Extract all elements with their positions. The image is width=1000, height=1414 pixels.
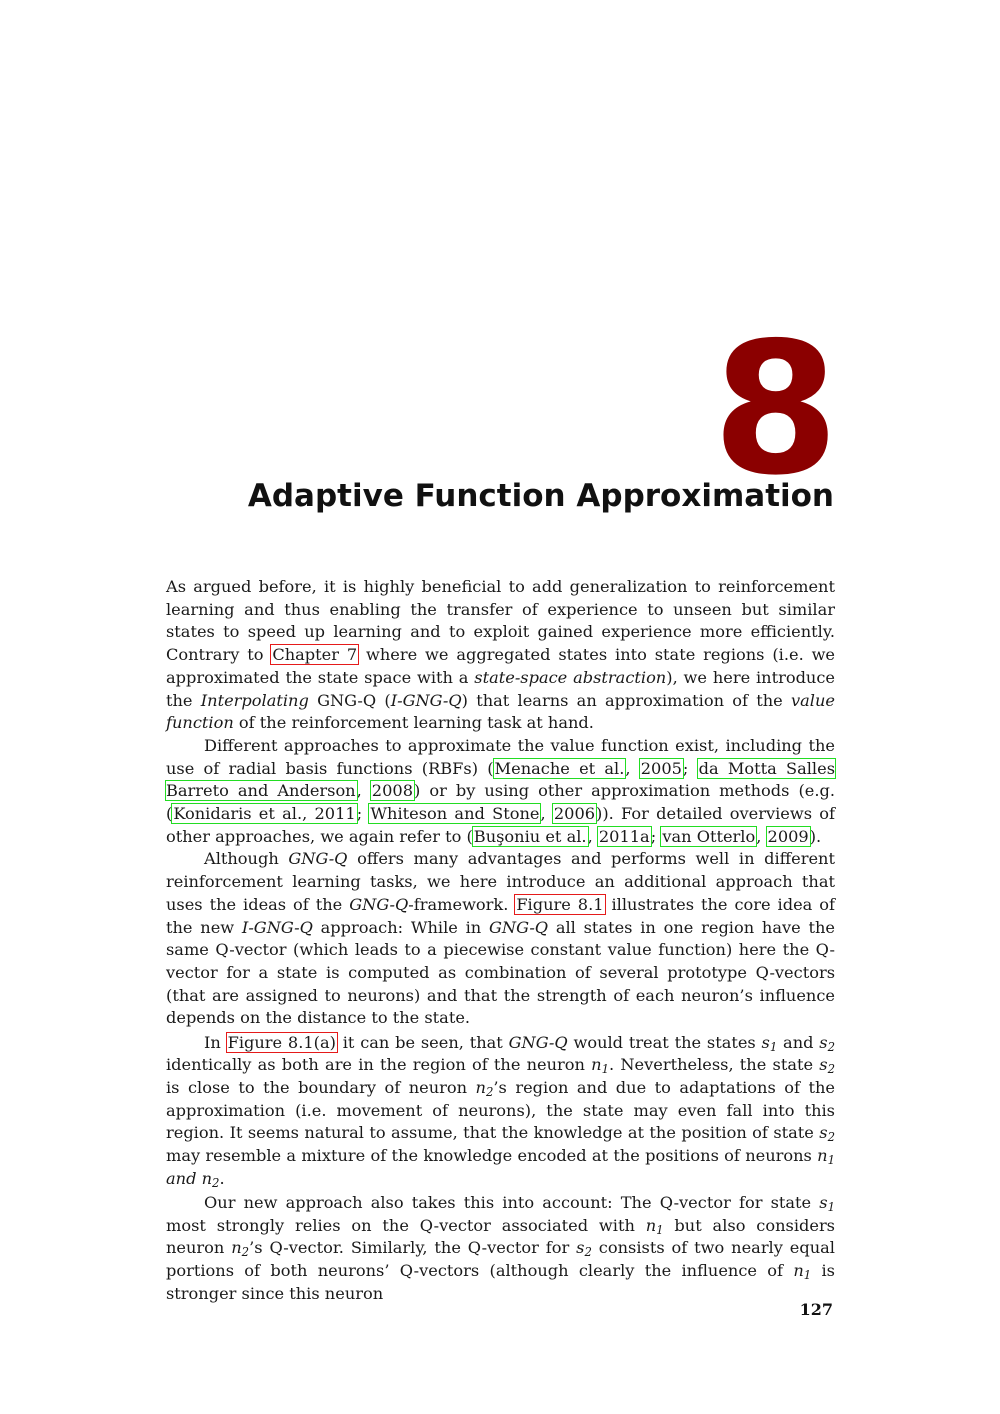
text-run: )). For detailed overviews of other approaches, we again refer to ( [166,804,835,846]
text-run: identically as both are in the region of the neuron [166,1055,592,1075]
text-run: , [625,758,640,778]
math-s1: $s_1$ [761,1032,778,1054]
emphasis: GNG-Q [508,1032,568,1052]
text-run: -framework. [408,894,516,914]
emphasis: GNG-Q [489,917,549,937]
text-run: ) or by using other approximation methods (e.g. ( [166,781,836,824]
text-run: of the reinforcement learning task at hand. [233,713,594,733]
text-run: ), we here introduce the [166,667,836,710]
text-run: but also considers neuron [166,1215,835,1258]
math-n2: $n_2$ [231,1238,250,1260]
math-s2: $s_2$ [819,1055,835,1077]
text-run: is close to the boundary of neuron [166,1077,476,1097]
page-number: 127 [799,1300,833,1319]
text-run: is stronger since this neuron [166,1261,835,1303]
math-n1: $n_1$ [591,1055,610,1077]
text-run: approach: While in [312,917,489,937]
paragraph-4 [166,1032,835,1191]
text-run: ; [650,826,662,846]
math-n1: $n_1$ [645,1215,664,1237]
text-run: In [204,1032,227,1052]
text-run: consists of two nearly equal portions of both neurons’ Q-vectors (although clearly the influence of [166,1238,835,1281]
citation-van-otterlo-year[interactable]: 2009 [767,826,809,846]
text-run: ; [682,758,698,778]
citation-whiteson[interactable]: Whiteson and Stone [370,804,540,824]
text-run: ’s region and due to adaptations of the approximation (i.e. movement of neurons), the state may even fall into this region. It seems natural to assume, that the knowledge at the position of state [166,1077,835,1143]
emphasis: GNG-Q [288,849,348,869]
text-run: may resemble a mixture of the knowledge encoded at the positions of neurons [166,1146,818,1166]
citation-whiteson-year[interactable]: 2006 [553,804,596,824]
text-run: offers many advantages and performs well in different reinforcement learning tasks, we here introduce an additional approach that uses the ideas of the [166,849,835,914]
text-run: illustrates the core idea of the new [166,894,836,937]
text-run: , [587,826,598,846]
emphasis: and [166,1168,197,1188]
math-s2: $s_2$ [819,1123,835,1145]
text-run: ’s Q-vector. Similarly, the Q-vector for [249,1238,577,1258]
text-run: most strongly relies on the Q-vector associated with [166,1215,646,1235]
emphasis: Interpolating [200,690,309,710]
paragraph-3 [166,848,835,1030]
text-run: where we aggregated states into state regions (i.e. we approximated the state space with a [166,645,836,687]
citation-konidaris[interactable]: Konidaris et al., 2011 [173,804,356,824]
text-run: Different approaches to approximate the value function exist, including the use of radial basis functions (RBFs) ( [166,735,835,778]
link-figure-8-1[interactable]: Figure 8.1 [516,894,604,914]
body-text [166,576,835,1306]
emphasis: GNG-Q [349,894,409,914]
link-chapter-7[interactable]: Chapter 7 [272,645,358,665]
citation-menache[interactable]: Menache et al. [494,758,625,778]
text-run: . [219,1168,225,1188]
paragraph-1 [166,576,835,735]
math-n1: $n_1$ [817,1146,835,1167]
citation-busoniu-year[interactable]: 2011a [598,826,650,846]
math-s1: $s_1$ [819,1192,835,1214]
citation-barreto[interactable]: da Motta Salles Barreto and Anderson [166,758,835,801]
chapter-number: 8 [712,303,835,515]
emphasis: I-GNG-Q [241,917,313,937]
text-run: and [777,1032,820,1052]
citation-busoniu[interactable]: Buşoniu et al. [473,826,587,846]
paragraph-2 [166,735,835,849]
emphasis: value function [166,690,835,733]
math-n2: $n_2$ [201,1168,220,1190]
text-run: , [756,826,767,846]
text-run: ; [356,804,370,824]
link-figure-8-1a[interactable]: Figure 8.1(a) [227,1032,336,1052]
paragraph-5 [166,1192,835,1306]
emphasis: state-space abstraction [474,667,667,687]
math-s2: $s_2$ [819,1032,836,1054]
chapter-title: Adaptive Function Approximation [247,478,834,514]
text-run: would treat the states [567,1032,762,1052]
math-n2: $n_2$ [475,1077,494,1099]
text-run: Our new approach also takes this into account: The Q-vector for state [204,1192,820,1212]
text-run: As argued before, it is highly beneficial to add generalization to reinforcement learning and thus enabling the transfer of experience to unseen but similar states to speed up learning and to exploit gained experience more efficiently. Contrary to [166,577,835,665]
emphasis: I-GNG-Q [390,690,462,710]
text-run: GNG-Q ( [308,690,391,710]
text-run: ) that learns an approximation of the [461,690,792,710]
citation-van-otterlo[interactable]: van Otterlo [662,826,756,846]
citation-menache-year[interactable]: 2005 [640,758,682,778]
text-run: , [540,804,553,824]
math-s2: $s_2$ [576,1238,592,1260]
math-n1: $n_1$ [793,1261,812,1282]
text-run: it can be seen, that [336,1032,509,1052]
text-run: . Nevertheless, the state [609,1055,820,1075]
text-run: all states in one region have the same Q-vector (which leads to a piecewise constant value function) here the Q-vector for a state is computed as combination of several prototype Q-vectors (that are assigned to neurons) and that the strength of each neuron’s influence depends on the distance to the state. [166,917,836,1028]
text-run: , [356,781,371,801]
text-run: ). [809,826,822,846]
text-run: Although [204,849,289,869]
citation-barreto-year[interactable]: 2008 [371,781,413,801]
